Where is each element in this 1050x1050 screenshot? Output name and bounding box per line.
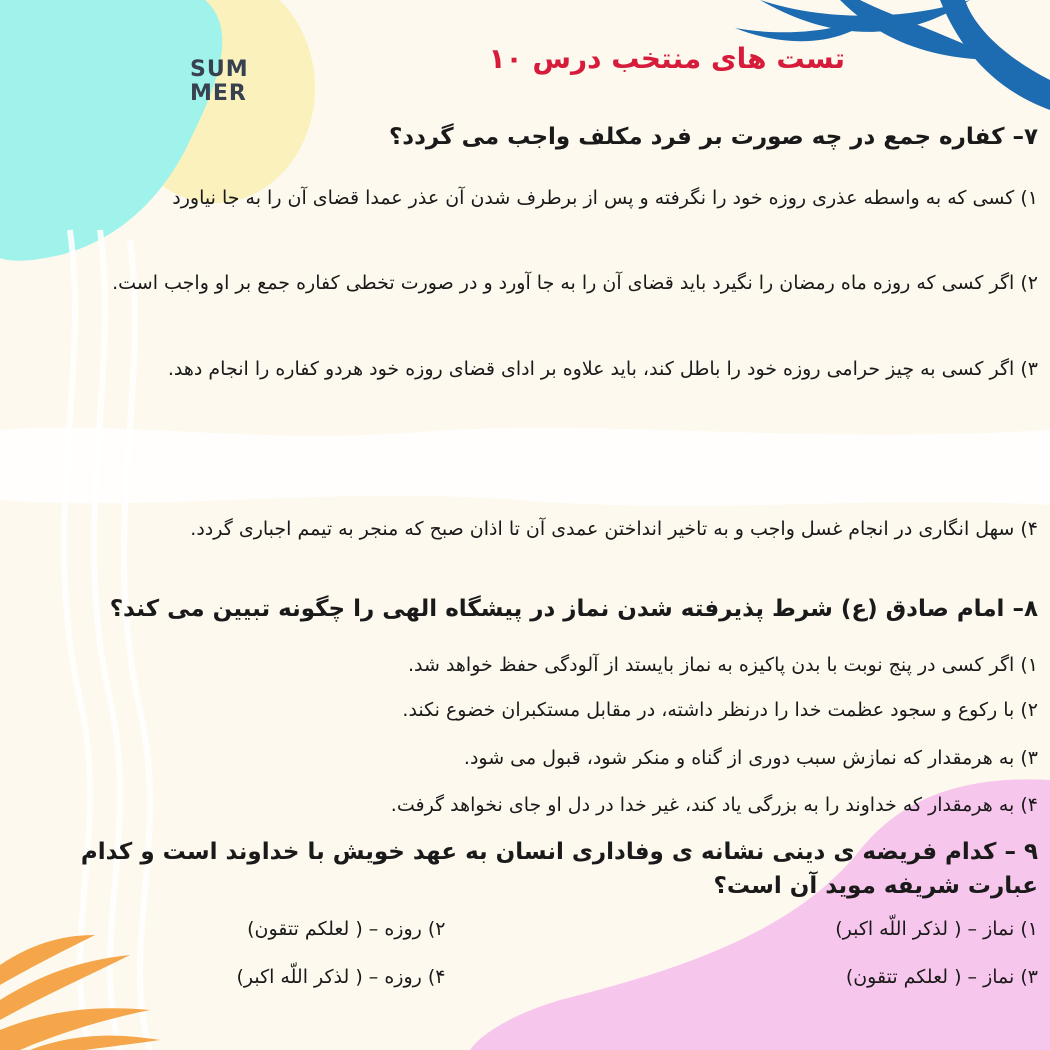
question-7: ۷– کفاره جمع در چه صورت بر فرد مکلف واجب می گردد؟ (388, 124, 1038, 150)
question-8-option-4: ۴) به هرمقدار که خداوند را به بزرگی یاد کند، غیر خدا در دل او جای نخواهد گرفت. (390, 794, 1038, 816)
question-9-option-4: ۴) روزه – ( لذکر اللّه اکبر) (236, 966, 446, 988)
question-9-option-2: ۲) روزه – ( لعلکم تتقون) (247, 918, 446, 940)
question-9-options (13, 912, 1038, 994)
question-7-option-3: ۳) اگر کسی به چیز حرامی روزه خود را باطل کند، باید علاوه بر ادای قضای روزه خود هردو کفاره را انجام دهد. (167, 358, 1038, 380)
page-title: تست های منتخب درس ۱۰ (488, 42, 845, 75)
question-8-option-1: ۱) اگر کسی در پنج نوبت با بدن پاکیزه به نماز بایستد از آلودگی حفظ خواهد شد. (407, 654, 1038, 676)
question-7-option-2: ۲) اگر کسی که روزه ماه رمضان را نگیرد باید قضای آن را به جا آورد و در صورت تخطی کفاره جمع بر او واجب است. (112, 272, 1038, 294)
question-9: ۹ – کدام فریضه ی دینی نشانه ی وفاداری انسان به عهد خویش با خداوند است و کدام عبارت شریفه موید آن است؟ (80, 839, 1038, 899)
question-7-option-4: ۴) سهل انگاری در انجام غسل واجب و به تاخیر انداختن عمدی آن تا اذان صبح که منجر به تیمم اجباری گردد. (190, 518, 1038, 540)
question-8: ۸– امام صادق (ع) شرط پذیرفته شدن نماز در پیشگاه الهی را چگونه تبیین می کند؟ (109, 596, 1038, 622)
question-8-option-3: ۳) به هرمقدار که نمازش سبب دوری از گناه و منکر شود، قبول می شود. (463, 747, 1038, 769)
badge-line-1: SUM (190, 57, 249, 82)
question-8-option-2: ۲) با رکوع و سجود عظمت خدا را درنظر داشته، در مقابل مستکبران خضوع نکند. (402, 699, 1038, 721)
question-9-option-3: ۳) نماز – ( لعلکم تتقون) (845, 966, 1038, 988)
question-9-option-1: ۱) نماز – ( لذکر اللّه اکبر) (835, 918, 1038, 940)
badge-line-2: MER (190, 81, 247, 106)
question-7-option-1: ۱) کسی که به واسطه عذری روزه خود را نگرفته و پس از برطرف شدن آن عذر عمدا قضای آن را به جا نیاورد (172, 187, 1038, 209)
